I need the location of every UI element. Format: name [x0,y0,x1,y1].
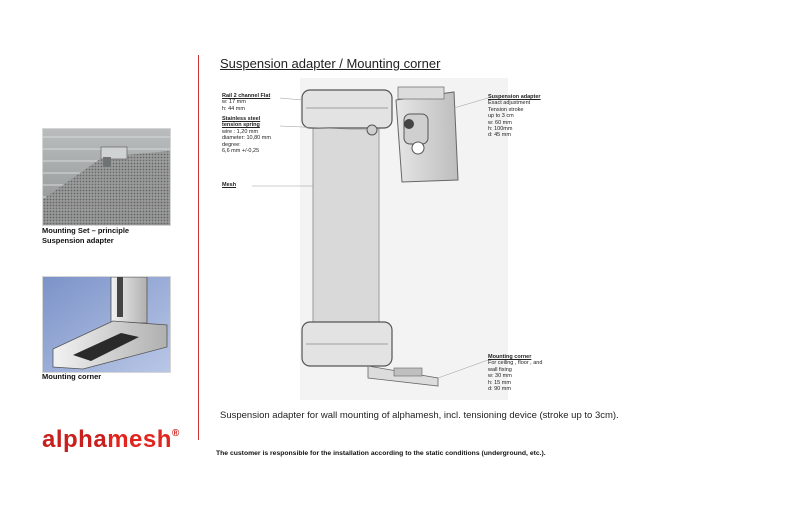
rail-line: h: 44 mm [222,105,245,112]
adapter-line: Exact adjustment [488,100,531,107]
adapter-line: Tension stroke [488,106,524,113]
adapter-line: h: 100mm [488,126,513,133]
rail-line: w: 17 mm [222,99,246,106]
spring-heading: Stainless steel tension spring [222,116,261,129]
spring-line: degree: [222,141,241,148]
installation-note: The customer is responsible for the installation according to the static conditions (underground, etc.). [216,450,546,457]
adapter-line: up to 3 cm [488,113,514,120]
corner-line: h: 15 mm [488,379,511,386]
alphamesh-logo [42,426,180,454]
logo-part1: alpha [42,426,108,453]
mesh-label [222,182,236,188]
adapter-line: d: 45 mm [488,132,511,139]
corner-line: For ceiling , floor , and [488,360,543,367]
mounting-set-photo [42,128,171,226]
photo2-caption: Mounting corner [42,372,102,381]
divider-line [198,55,199,440]
photo1-caption [42,226,129,246]
spring-line: wire : 1,20 mm [222,128,259,135]
corner-line: d: 90 mm [488,386,511,393]
corner-heading: Mounting corner [488,354,532,360]
rail-label [222,93,270,112]
photo1-caption-line2: Suspension adapter [42,236,114,245]
corner-line: w: 30 mm [488,373,512,380]
technical-diagram [218,78,573,400]
mesh-heading: Mesh [222,182,237,188]
adapter-heading: Suspension adapter [488,94,541,100]
spring-line: 6,6 mm +/-0,25 [222,148,260,155]
registered-mark: ® [171,428,180,439]
adapter-label [488,94,541,139]
spring-line: diameter: 10,80 mm [222,135,271,142]
rail-heading: Rail 2 channel Flat [222,93,271,99]
spring-label [222,116,274,154]
page-title: Suspension adapter / Mounting corner [220,56,441,71]
corner-line: wall fixing [488,366,512,373]
adapter-line: w: 60 mm [488,119,512,126]
description-text: Suspension adapter for wall mounting of alphamesh, incl. tensioning device (stroke up to 3cm). [220,410,619,421]
photo1-caption-line1: Mounting Set – principle [42,226,130,235]
corner-label [488,354,542,392]
mounting-corner-photo [42,276,171,373]
logo-part2: mesh [107,426,172,453]
